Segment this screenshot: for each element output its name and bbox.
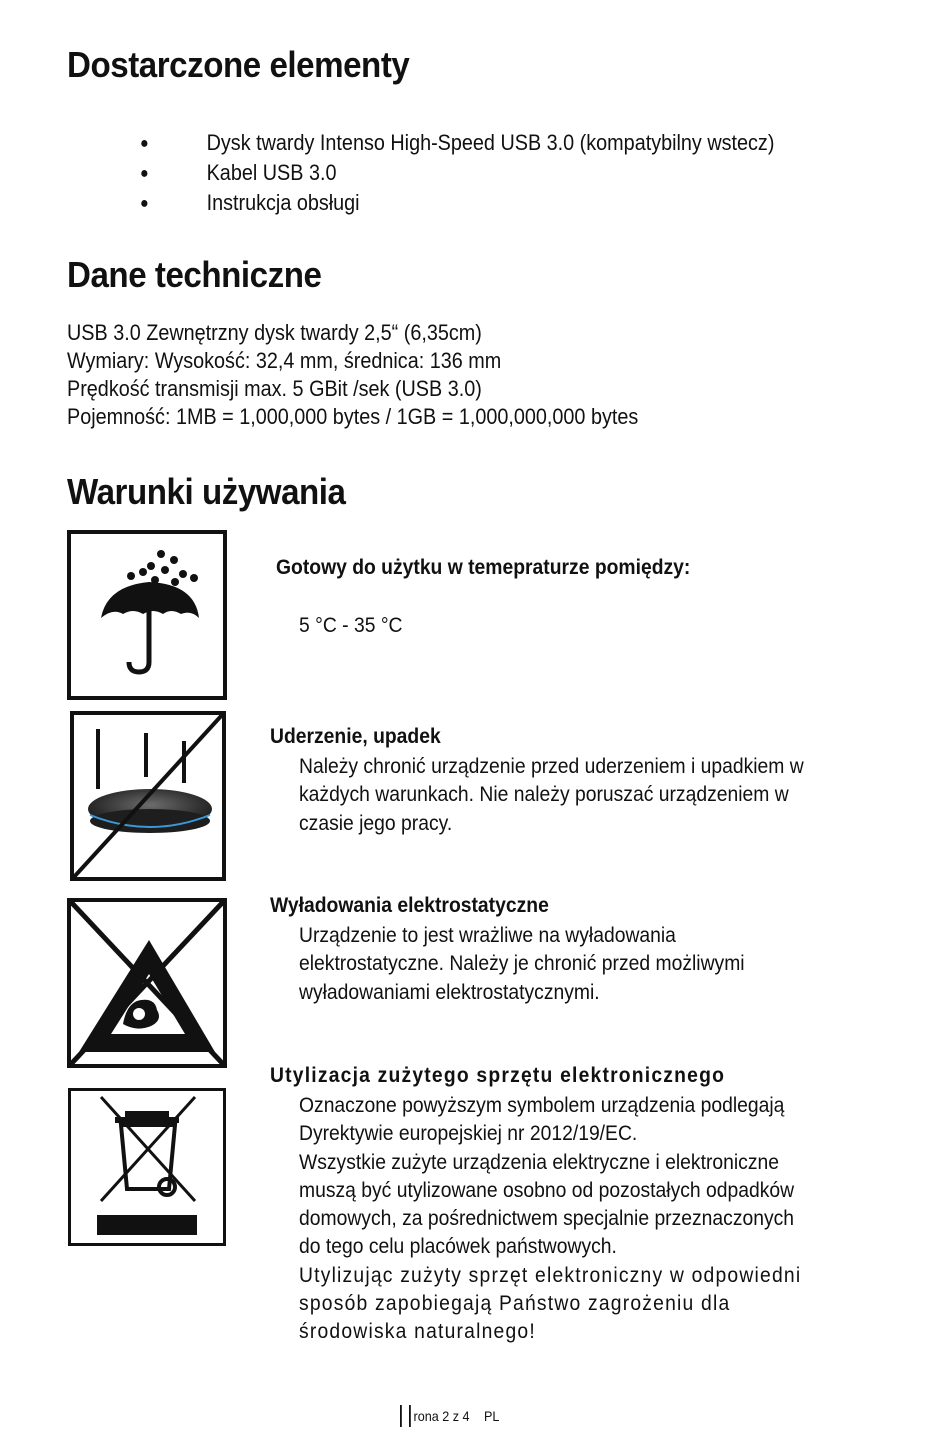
tech-line: Prędkość transmisji max. 5 GBit /sek (USB 3.0) [67,376,482,401]
heading-technical-data: Dane techniczne [67,254,322,295]
esd-warning-icon [67,898,227,1068]
page-footer [400,1405,499,1427]
page-marker-icon [400,1405,411,1427]
weee-text: Oznaczone powyższym symbolem urządzenia podlegają Dyrektywie europejskiej nr 2012/19/EC. Wszystkie zużyte urządzenia elektryczne i elektroniczne muszą być utylizowane osobno od pozostałych odpadków domowych, za pośrednictwem specjalnie przeznaczonych do tego celu placówek państwowych. Utylizując zużyty sprzęt elektroniczny w odpowiedni sposób zapobiegają Państwo zagrożeniu dla środowiska naturalnego! [299,1094,802,1344]
list-item: ● Kabel USB 3.0 [140,160,337,185]
list-item: ● Instrukcja obsługi [140,190,360,215]
no-drop-icon [70,711,226,881]
umbrella-rain-icon [67,530,227,700]
page-number: rona 2 z 4 [413,1408,470,1424]
technical-data-block [67,319,702,431]
heading-supplied-items: Dostarczone elementy [67,44,410,85]
language-code: PL [483,1408,500,1424]
tech-line: USB 3.0 Zewnętrzny dysk twardy 2,5“ (6,35cm) [67,320,482,345]
temperature-title: Gotowy do użytku w temepraturze pomiędzy: [276,556,691,579]
shock-text: Należy chronić urządzenie przed uderzeniem i upadkiem w każdych warunkach. Nie należy poruszać urządzeniem w czasie jego pracy. [299,755,804,835]
temperature-range: 5 °C - 35 °C [299,614,403,637]
esd-title: Wyładowania elektrostatyczne [270,894,549,917]
tech-line: Wymiary: Wysokość: 32,4 mm, średnica: 136 mm [67,348,502,373]
weee-title: Utylizacja zużytego sprzętu elektronicznego [270,1064,726,1087]
list-item: ● Dysk twardy Intenso High-Speed USB 3.0 (kompatybilny wstecz) [140,130,775,155]
crossed-bin-icon [68,1088,226,1246]
supplied-items-list [140,128,845,218]
heading-usage-conditions: Warunki używania [67,471,346,512]
tech-line: Pojemność: 1MB = 1,000,000 bytes / 1GB = 1,000,000,000 bytes [67,404,639,429]
esd-text: Urządzenie to jest wrażliwe na wyładowania elektrostatyczne. Należy je chronić przed możliwymi wyładowaniami elektrostatycznymi. [299,924,745,1004]
shock-title: Uderzenie, upadek [270,725,441,748]
